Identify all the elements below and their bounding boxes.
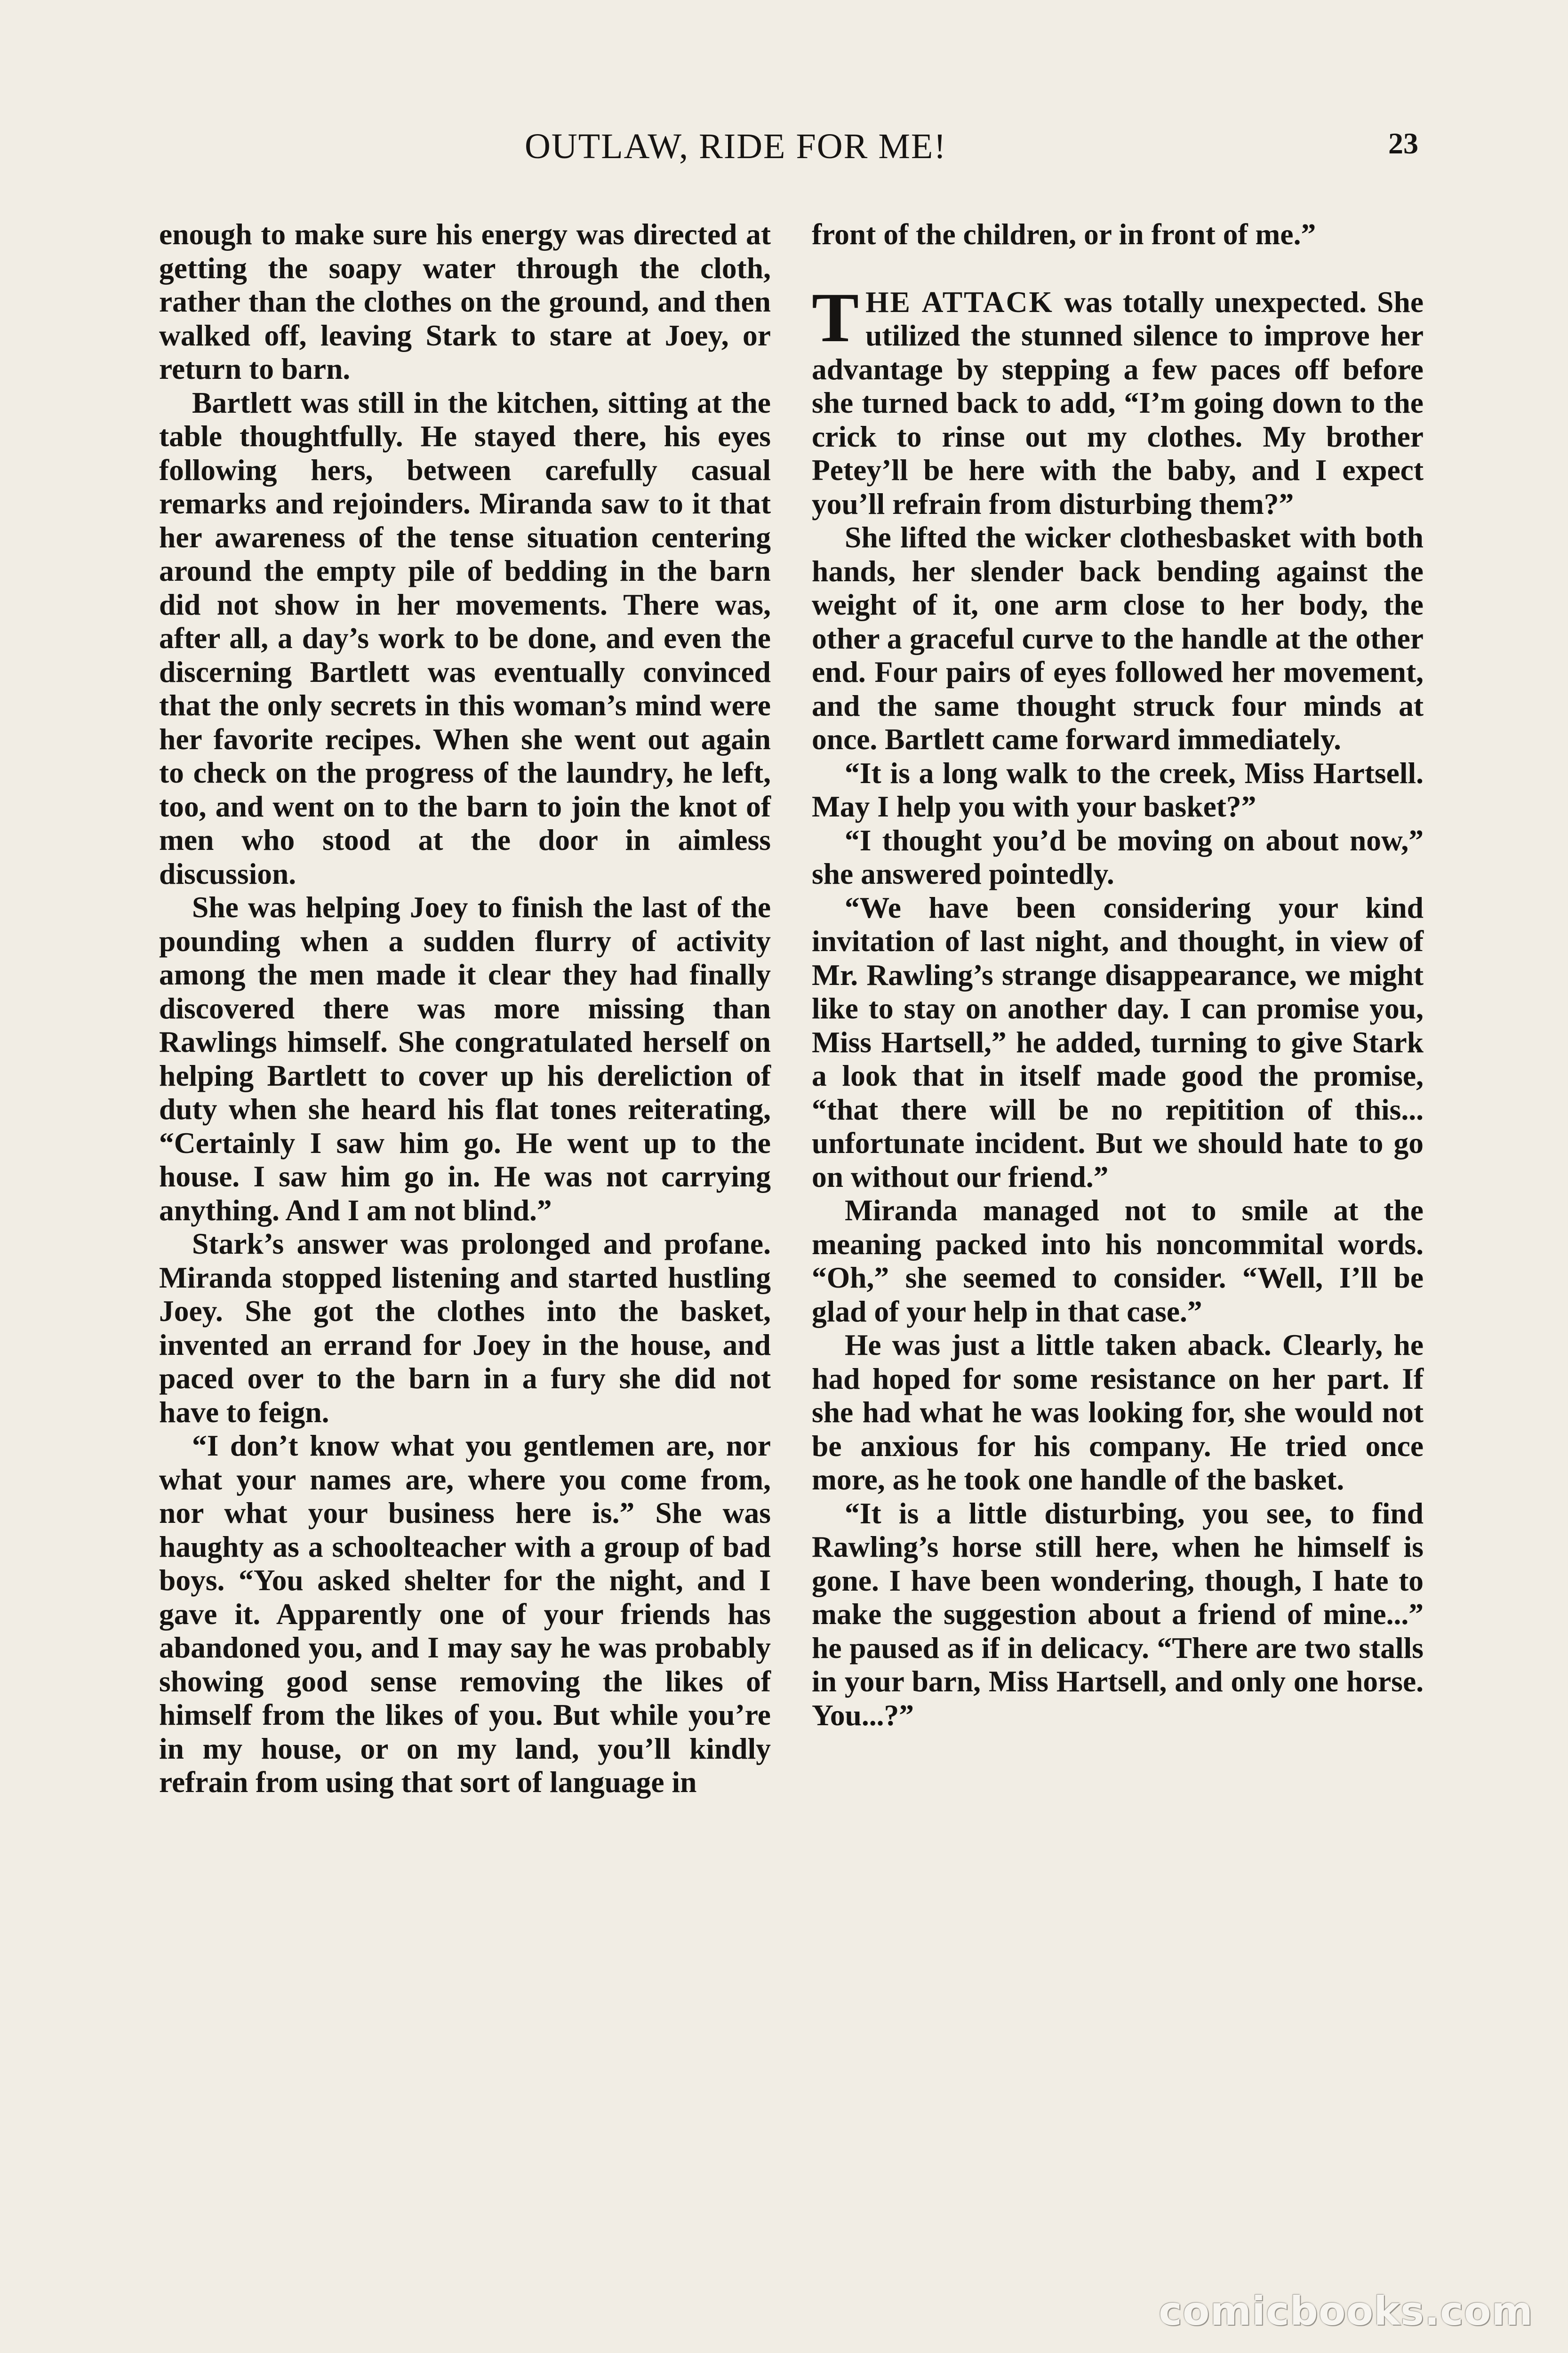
right-column [812,217,1424,1732]
drop-cap: T [812,278,859,357]
paragraph: “It is a little disturbing, you see, to find Rawling’s horse still here, when he himself is gone. I have been wondering, though, I hate to make the suggestion about a friend of mine...” he paused as if in delicacy. “There are two stalls in your barn, Miss Hartsell, and only one horse. You...?” [812,1496,1424,1732]
left-column [159,217,771,1799]
paragraph: “I don’t know what you gentlemen are, nor what your names are, where you come from, nor what your business here is.” She was haughty as a schoolteacher with a group of bad boys. “You asked shelter for the night, and I gave it. Apparently one of your friends has abandoned you, and I may say he was probably showing good sense removing the likes of himself from the likes of you. But while you’re in my house, or on my land, you’ll kindly refrain from using that sort of language in [159,1429,771,1799]
paragraph: Stark’s answer was prolonged and profane. Miranda stopped listening and started hustling Joey. She got the clothes into the basket, invented an errand for Joey in the house, and paced over to the barn in a fury she did not have to feign. [159,1227,771,1429]
paragraph: enough to make sure his energy was directed at getting the soapy water through the cloth, rather than the clothes on the ground, and then walked off, leaving Stark to stare at Joey, or return to barn. [159,217,771,385]
paragraph: She was helping Joey to finish the last of the pounding when a sudden flurry of activity among the men made it clear they had finally discovered there was more missing than Rawlings himself. She congratulated herself on helping Bartlett to cover up his dereliction of duty when she heard his flat tones reiterating, “Certainly I saw him go. He went up to the house. I saw him go in. He was not carrying anything. And I am not blind.” [159,890,771,1227]
page-number: 23 [1388,127,1418,160]
paragraph: front of the children, or in front of me.” [812,217,1316,251]
section-lead-in: HE ATTACK [865,285,1054,319]
paragraph: Bartlett was still in the kitchen, sitting at the table thoughtfully. He stayed there, his eyes following hers, between carefully casual remarks and rejoinders. Miranda saw to it that her awareness of the tense situation centering around the empty pile of bedding in the barn did not show in her movements. There was, after all, a day’s work to be done, and even the discerning Bartlett was eventually convinced that the only secrets in this woman’s mind were her favorite recipes. When she went out again to check on the progress of the laundry, he left, too, and went on to the barn to join the knot of men who stood at the door in aimless discussion. [159,385,771,890]
paragraph: Miranda managed not to smile at the meaning packed into his noncommital words. “Oh,” she seemed to consider. “Well, I’ll be glad of your help in that case.” [812,1193,1424,1328]
paragraph: “It is a long walk to the creek, Miss Hartsell. May I help you with your basket?” [812,756,1424,823]
section-text: was totally unexpected. She utilized the stunned silence to improve her advantage by stepping a few paces off before she turned back to add, “I’m going down to the crick to rinse out my clothes. My brother Petey’ll be here with the baby, and I expect you’ll refrain from disturbing them?” [812,285,1424,520]
watermark: comicbooks.com [1159,2288,1533,2334]
section-opening-paragraph [812,278,1424,521]
paragraph: “I thought you’d be moving on about now,” she answered pointedly. [812,823,1424,890]
paragraph: He was just a little taken aback. Clearly, he had hoped for some resistance on her part. If she had what he was looking for, she would not be anxious for his company. He tried once more, as he took one handle of the basket. [812,1328,1424,1496]
paragraph: “We have been considering your kind invitation of last night, and thought, in view of Mr. Rawling’s strange disappearance, we might like to stay on another day. I can promise you, Miss Hartsell,” he added, turning to give Stark a look that in itself made good the promise, “that there will be no repitition of this... unfortunate incident. But we should hate to go on without our friend.” [812,890,1424,1193]
paragraph: She lifted the wicker clothesbasket with both hands, her slender back bending against the weight of it, one arm close to her body, the other a graceful curve to the handle at the other end. Four pairs of eyes followed her movement, and the same thought struck four minds at once. Bartlett came forward immediately. [812,520,1424,756]
page-header [0,126,1568,178]
story-title: OUTLAW, RIDE FOR ME! [525,127,947,166]
